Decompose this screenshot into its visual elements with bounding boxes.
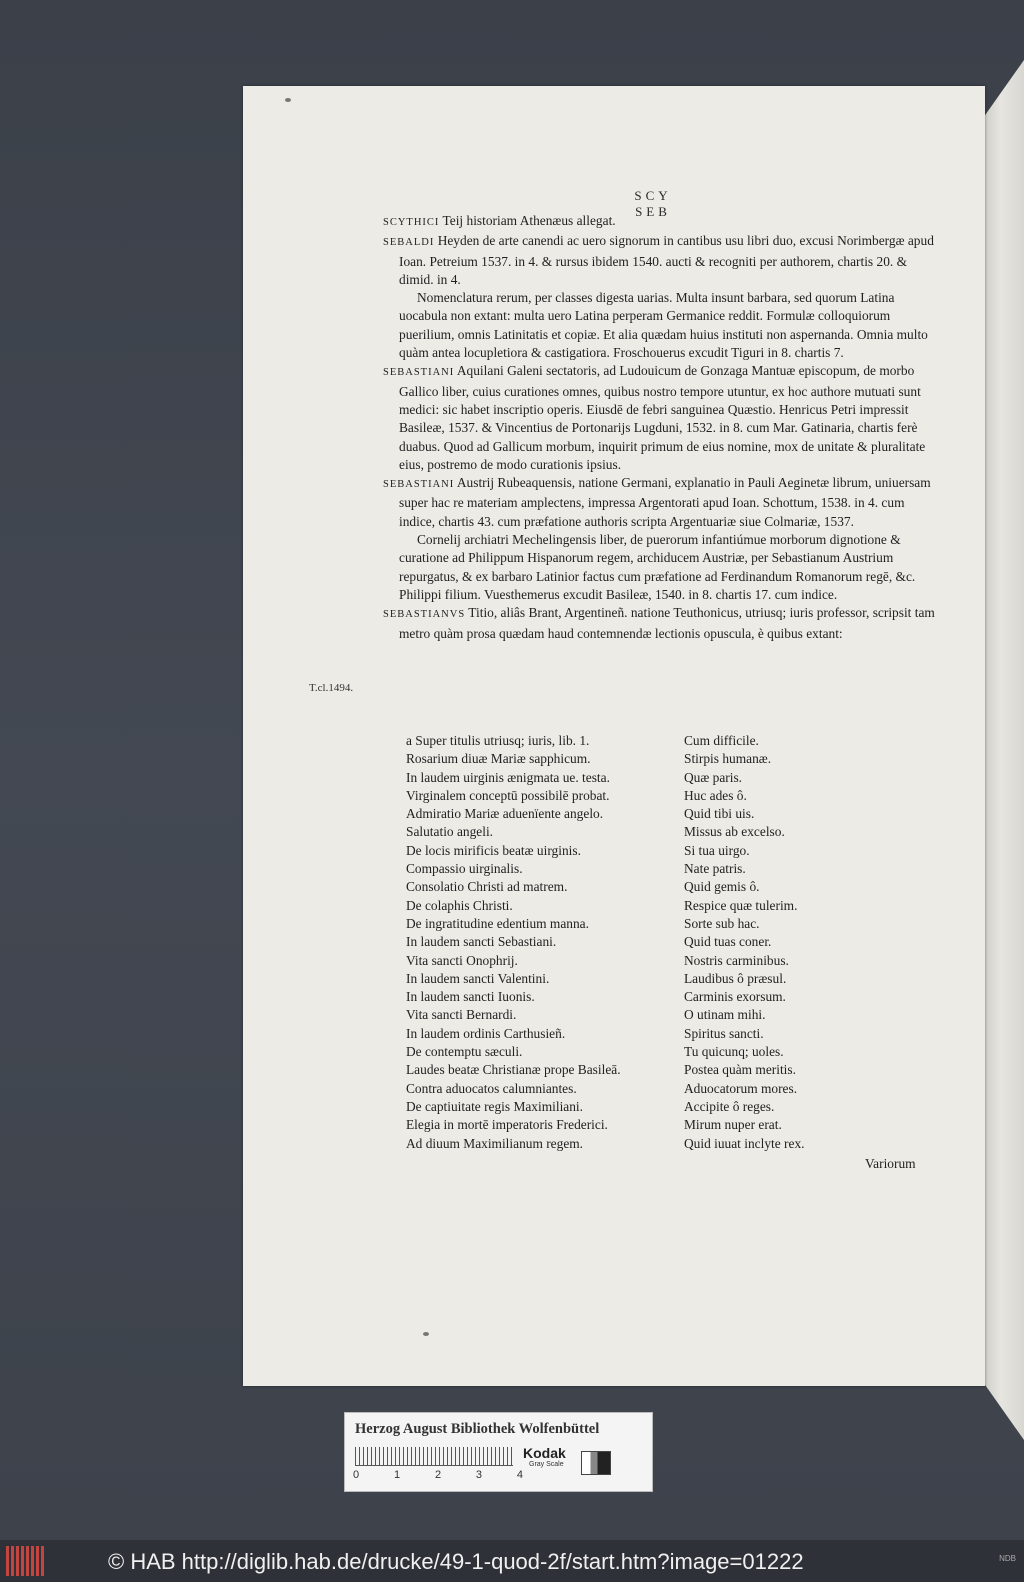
work-title: Virginalem conceptū possibilē probat. bbox=[406, 787, 610, 803]
work-title: a Super titulis utriusq; iuris, lib. 1. bbox=[406, 733, 590, 748]
work-incipit: Huc ades ô. bbox=[684, 787, 747, 803]
entry-body: Heyden de arte canendi ac uero signorum in cantibus usu libri duo, excusi Norimbergæ apud Ioan. Petreium 1537. in 4. & rursus ibidem 1540. aucti & recogniti per authorem, chartis 20. & dimid. in 4. bbox=[399, 233, 934, 287]
entry-paragraph bbox=[383, 531, 939, 604]
entry-body: Austrij Rubeaquensis, natione Germani, explanatio in Pauli Aeginetæ librum, uniuersam super hac re materiam amplectens, impressa Argentorati apud Ioan. Schottum, 1538. in 4. cum indice, chartis 43. cum præfatione authoris scripta Argentuariæ siue Colmariæ, 1537. bbox=[399, 475, 931, 529]
footer-url[interactable]: © HAB http://diglib.hab.de/drucke/49-1-quod-2f/start.htm?image=01222 bbox=[108, 1549, 804, 1574]
entry-lead-word: SEBALDI bbox=[383, 237, 435, 249]
work-incipit: Nate patris. bbox=[684, 861, 746, 877]
gray-scale-swatch bbox=[581, 1451, 611, 1475]
work-row bbox=[406, 897, 946, 915]
work-row bbox=[406, 750, 946, 768]
work-incipit: Postea quàm meritis. bbox=[684, 1062, 796, 1078]
margin-note: T.cl.1494. bbox=[309, 682, 354, 694]
work-title: Vita sancti Bernardi. bbox=[406, 1007, 517, 1023]
work-title: Elegia in mortē imperatoris Frederici. bbox=[406, 1117, 608, 1133]
work-title: De locis mirificis beatæ uirginis. bbox=[406, 842, 581, 858]
work-title: Laudes beatæ Christianæ prope Basileā. bbox=[406, 1062, 621, 1078]
work-title: Rosarium diuæ Mariæ sapphicum. bbox=[406, 751, 591, 767]
work-title: Ad diuum Maximilianum regem. bbox=[406, 1135, 584, 1151]
work-title: In laudem sancti Sebastiani. bbox=[406, 934, 557, 950]
work-incipit: Missus ab excelso. bbox=[684, 824, 785, 840]
work-title: In laudem uirginis ænigmata ue. testa. bbox=[406, 769, 610, 785]
entry-paragraph bbox=[383, 474, 939, 531]
entry-paragraph bbox=[383, 232, 939, 289]
work-incipit: Quid tibi uis. bbox=[684, 806, 755, 822]
work-title: De contemptu sæculi. bbox=[406, 1044, 523, 1060]
entry-lead-word: SEBASTIANI bbox=[383, 479, 455, 491]
entry-paragraph bbox=[383, 289, 939, 362]
header-left: SCY bbox=[634, 188, 672, 203]
entry-lead-word: SCYTHICI bbox=[383, 217, 440, 228]
work-incipit: Quæ paris. bbox=[684, 769, 743, 785]
work-title: Admiratio Mariæ aduenïente angelo. bbox=[406, 806, 604, 822]
work-row bbox=[406, 769, 946, 787]
work-row bbox=[406, 1061, 946, 1079]
entry-body: Nomenclatura rerum, per classes digesta uarias. Multa insunt barbara, sed quorum Latina uocabula non extant: multa uero Latina perperam Germanice reddit. Formulæ colloquiorum puerilium, omnis Latinitatis et copiæ. Et alia quædam huius instituti non aspernanda. Omnia multo quàm antea locupletiora & castigatiora. Froschouerus excudit Tiguri in 8. chartis 7. bbox=[399, 290, 928, 361]
work-incipit: Quid tuas coner. bbox=[684, 934, 772, 950]
work-title: In laudem sancti Valentini. bbox=[406, 970, 550, 986]
work-row bbox=[406, 842, 946, 860]
work-incipit: Stirpis humanæ. bbox=[684, 751, 772, 767]
kodak-logo: Kodak bbox=[523, 1445, 566, 1461]
ruler-number: 4 bbox=[516, 1469, 523, 1481]
work-row bbox=[406, 1006, 946, 1024]
work-incipit: Respice quæ tulerim. bbox=[684, 897, 798, 913]
work-row bbox=[406, 933, 946, 951]
ruler-number: 1 bbox=[393, 1469, 401, 1481]
footer-code: NDB bbox=[999, 1554, 1016, 1563]
work-row bbox=[406, 860, 946, 878]
work-incipit: Si tua uirgo. bbox=[684, 842, 750, 858]
work-incipit: Carminis exorsum. bbox=[684, 989, 786, 1005]
work-incipit: Quid gemis ô. bbox=[684, 879, 760, 895]
ruler-number: 2 bbox=[434, 1469, 442, 1481]
work-incipit: Laudibus ô præsul. bbox=[684, 970, 787, 986]
work-incipit: Tu quicunq; uoles. bbox=[684, 1044, 784, 1060]
footer-bar bbox=[0, 1540, 1024, 1582]
work-row bbox=[406, 787, 946, 805]
work-row bbox=[406, 1135, 946, 1153]
work-row bbox=[406, 1080, 946, 1098]
library-scan-label bbox=[344, 1412, 653, 1492]
work-row bbox=[406, 915, 946, 933]
gray-scale-label: Gray Scale bbox=[529, 1461, 564, 1468]
entry-body: Teij historiam Athenæus allegat. bbox=[439, 213, 616, 228]
entry-body: Titio, aliâs Brant, Argentineñ. natione Teuthonicus, utriusq; iuris professor, scripsit tam metro quàm prosa quædam haud contemnendæ lectionis opuscula, è quibus extant: bbox=[399, 605, 935, 641]
work-row bbox=[406, 952, 946, 970]
work-row bbox=[406, 732, 946, 750]
work-row bbox=[406, 1116, 946, 1134]
catchword: Variorum bbox=[865, 1156, 916, 1171]
entry-paragraph bbox=[383, 212, 939, 232]
work-incipit: Quid iuuat inclyte rex. bbox=[684, 1135, 805, 1151]
work-incipit: Cum difficile. bbox=[684, 733, 759, 748]
work-title: Salutatio angeli. bbox=[406, 824, 494, 840]
work-title: In laudem sancti Iuonis. bbox=[406, 989, 535, 1005]
work-incipit: Aduocatorum mores. bbox=[684, 1080, 798, 1096]
page-mark bbox=[423, 1332, 429, 1336]
work-title: In laudem ordinis Carthusieñ. bbox=[406, 1025, 566, 1041]
work-incipit: Mirum nuper erat. bbox=[684, 1117, 782, 1133]
work-title: Contra aduocatos calumniantes. bbox=[406, 1080, 577, 1096]
work-row bbox=[406, 805, 946, 823]
work-row bbox=[406, 878, 946, 896]
ruler-number: 0 bbox=[353, 1469, 360, 1481]
ruler-numbers bbox=[353, 1469, 523, 1481]
entry-paragraph bbox=[383, 362, 939, 474]
work-row bbox=[406, 1025, 946, 1043]
work-row bbox=[406, 823, 946, 841]
work-row bbox=[406, 970, 946, 988]
hab-logo-icon bbox=[6, 1546, 46, 1576]
work-row bbox=[406, 1098, 946, 1116]
works-list bbox=[406, 732, 946, 1153]
work-title: Consolatio Christi ad matrem. bbox=[406, 879, 568, 895]
work-title: Vita sancti Onophrij. bbox=[406, 952, 518, 968]
adjacent-page-edge bbox=[985, 60, 1024, 1440]
work-title: Compassio uirginalis. bbox=[406, 861, 523, 877]
work-incipit: Accipite ô reges. bbox=[684, 1098, 775, 1114]
page-mark bbox=[285, 98, 291, 102]
work-title: De colaphis Christi. bbox=[406, 897, 513, 913]
work-incipit: Sorte sub hac. bbox=[684, 915, 760, 931]
work-row bbox=[406, 1043, 946, 1061]
scale-ruler bbox=[355, 1447, 513, 1466]
entry-body: Aquilani Galeni sectatoris, ad Ludouicum de Gonzaga Mantuæ episcopum, de morbo Gallico liber, cuius curationes omnes, quibus nostro tempore utuntur, ex hoc authore mutuati sunt medici: sic habet inscriptio operis. Eiusdē de febri sanguinea Quæstio. Henricus Petri impressit Basileæ, 1537. & Vincentius de Portonarijs Lugduni, 1532. in 8. cum Mar. Gatinaria, chartis ferè duabus. Quod ad Gallicum morbum, inquirit primum de eius nomine, mox de unitate & pluralitate eius, postremo de modo curationis ipsius. bbox=[399, 363, 926, 472]
header-right: SEB bbox=[635, 204, 671, 219]
library-name: Herzog August Bibliothek Wolfenbüttel bbox=[355, 1421, 600, 1437]
entry-paragraph bbox=[383, 604, 939, 643]
work-incipit: O utinam mihi. bbox=[684, 1007, 766, 1023]
work-incipit: Nostris carminibus. bbox=[684, 952, 789, 968]
ruler-number: 3 bbox=[475, 1469, 483, 1481]
work-title: De ingratitudine edentium manna. bbox=[406, 915, 589, 931]
book-page bbox=[243, 86, 985, 1386]
entry-text bbox=[383, 212, 939, 643]
entry-lead-word: SEBASTIANI bbox=[383, 367, 455, 379]
entry-lead-word: SEBASTIANVS bbox=[383, 609, 466, 621]
entry-body: Cornelij archiatri Mechelingensis liber, de puerorum infantiúmue morborum dignotione & curatione ad Philippum Hispanorum regem, archiducem Austriæ, per Sebastianum Austrium repurgatus, & ex barbaro Latinior factus cum præfatione ad Ferdinandum Romanorum regē, &c. Philippi filium. Vuesthemerus excudit Basileæ, 1540. in 8. chartis 17. cum indice. bbox=[399, 532, 916, 602]
work-title: De captiuitate regis Maximiliani. bbox=[406, 1098, 584, 1114]
work-row bbox=[406, 988, 946, 1006]
work-incipit: Spiritus sancti. bbox=[684, 1025, 764, 1041]
